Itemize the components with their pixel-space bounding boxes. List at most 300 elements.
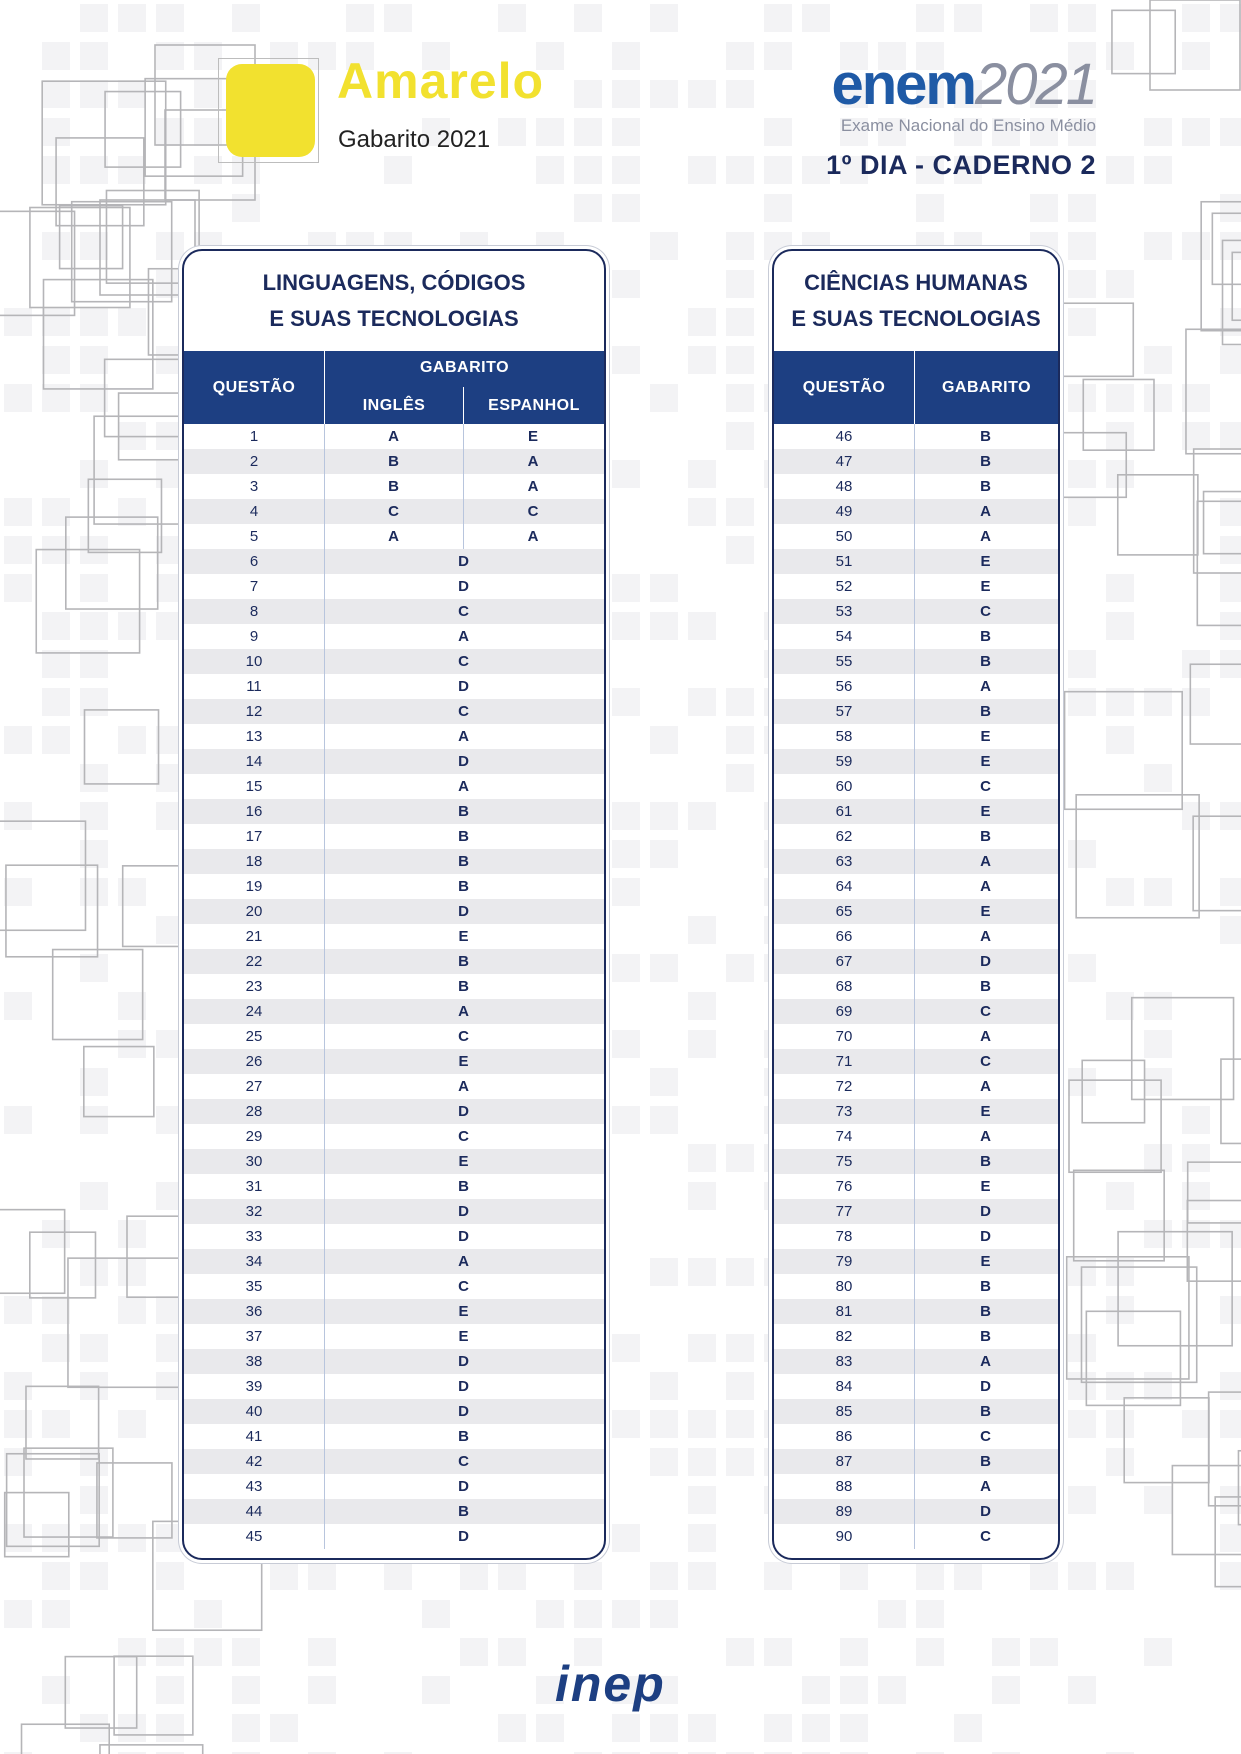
answer-letter: A	[980, 928, 991, 945]
question-number: 32	[245, 1203, 263, 1220]
table-row	[184, 824, 604, 849]
answer-letter: B	[458, 1178, 469, 1195]
table-row	[774, 1274, 1058, 1299]
answer-letter: B	[980, 1453, 991, 1470]
answer-letter: D	[458, 903, 469, 920]
answer-letter: C	[980, 1528, 991, 1545]
answer-letter: A	[980, 678, 991, 695]
answer-letter: B	[980, 703, 991, 720]
question-number: 36	[245, 1303, 263, 1320]
table-row	[184, 599, 604, 624]
answer-letter: B	[458, 803, 469, 820]
answer-letter: C	[458, 1278, 469, 1295]
question-number: 18	[245, 853, 263, 870]
question-number: 69	[835, 1003, 853, 1020]
answer-letter: B	[980, 1328, 991, 1345]
question-number: 5	[249, 528, 259, 545]
question-number: 37	[245, 1328, 263, 1345]
answer-letter: D	[458, 753, 469, 770]
question-number: 65	[835, 903, 853, 920]
question-number: 45	[245, 1528, 263, 1545]
question-number: 4	[249, 503, 259, 520]
answer-letter: B	[458, 878, 469, 895]
question-number: 54	[835, 628, 853, 645]
question-number: 80	[835, 1278, 853, 1295]
answer-espanhol: A	[527, 528, 539, 545]
table-row	[774, 449, 1058, 474]
question-number: 21	[245, 928, 263, 945]
answer-ingles: A	[388, 528, 399, 545]
question-number: 19	[245, 878, 263, 895]
question-number: 23	[245, 978, 263, 995]
question-number: 10	[245, 653, 263, 670]
answer-letter: E	[458, 1153, 469, 1170]
answer-letter: B	[458, 953, 469, 970]
linguagens-title-line1: LINGUAGENS, CÓDIGOS	[262, 270, 526, 295]
answer-letter: D	[980, 1228, 991, 1245]
answer-letter: A	[458, 628, 469, 645]
enem-logo	[831, 52, 1096, 136]
answer-letter: D	[980, 1203, 991, 1220]
table-row	[184, 1199, 604, 1224]
answer-letter: A	[980, 1353, 991, 1370]
question-number: 59	[835, 753, 853, 770]
answer-letter: C	[458, 603, 469, 620]
question-number: 40	[245, 1403, 263, 1420]
question-number: 22	[245, 953, 263, 970]
answer-letter: A	[980, 1078, 991, 1095]
table-row	[774, 1399, 1058, 1424]
question-number: 86	[835, 1428, 853, 1445]
answer-letter: D	[458, 1528, 469, 1545]
table-row	[184, 1149, 604, 1174]
answer-letter: B	[980, 453, 991, 470]
answer-letter: E	[980, 1253, 991, 1270]
answer-letter: A	[458, 728, 469, 745]
col-espanhol-header: ESPANHOL	[488, 396, 580, 414]
question-number: 78	[835, 1228, 853, 1245]
table-row	[184, 1524, 604, 1549]
answer-letter: A	[980, 1128, 991, 1145]
inep-logo: inep	[555, 1656, 666, 1712]
question-number: 46	[835, 428, 853, 445]
table-row	[184, 1474, 604, 1499]
answer-letter: D	[458, 553, 469, 570]
question-number: 81	[835, 1303, 853, 1320]
answer-letter: B	[980, 1278, 991, 1295]
question-number: 56	[835, 678, 853, 695]
question-number: 13	[245, 728, 263, 745]
question-number: 7	[249, 578, 259, 595]
question-number: 33	[245, 1228, 263, 1245]
question-number: 52	[835, 578, 853, 595]
answer-letter: C	[458, 1453, 469, 1470]
answer-letter: C	[458, 1128, 469, 1145]
table-row	[774, 599, 1058, 624]
answer-letter: E	[980, 1103, 991, 1120]
question-number: 34	[245, 1253, 263, 1270]
table-row	[184, 899, 604, 924]
answer-letter: D	[458, 1353, 469, 1370]
answer-letter: C	[458, 653, 469, 670]
question-number: 90	[835, 1528, 853, 1545]
table-row	[184, 1074, 604, 1099]
question-number: 47	[835, 453, 853, 470]
question-number: 8	[249, 603, 259, 620]
answer-letter: B	[980, 1153, 991, 1170]
enem-logo-year: 2021	[974, 52, 1096, 117]
table-row	[184, 649, 604, 674]
table-row	[184, 1399, 604, 1424]
table-row	[774, 874, 1058, 899]
question-number: 41	[245, 1428, 263, 1445]
question-number: 84	[835, 1378, 853, 1395]
question-number: 44	[245, 1503, 263, 1520]
table-row	[774, 724, 1058, 749]
yellow-color-swatch	[226, 64, 315, 157]
table-row	[774, 649, 1058, 674]
table-row	[774, 1374, 1058, 1399]
table-row	[774, 1449, 1058, 1474]
table-row	[184, 799, 604, 824]
table-row	[184, 1124, 604, 1149]
answer-letter: B	[980, 628, 991, 645]
answer-letter: D	[458, 1228, 469, 1245]
answer-letter: E	[458, 1328, 469, 1345]
question-number: 74	[835, 1128, 853, 1145]
answer-ingles: C	[388, 503, 399, 520]
table-row	[774, 1299, 1058, 1324]
question-number: 42	[245, 1453, 263, 1470]
table-row	[774, 799, 1058, 824]
linguagens-rows	[184, 424, 604, 1549]
table-row	[774, 1074, 1058, 1099]
question-number: 63	[835, 853, 853, 870]
question-number: 87	[835, 1453, 853, 1470]
question-number: 3	[249, 478, 259, 495]
answer-letter: D	[458, 678, 469, 695]
table-row	[774, 1124, 1058, 1149]
question-number: 50	[835, 528, 853, 545]
table-row	[774, 974, 1058, 999]
table-row	[774, 1099, 1058, 1124]
table-row	[184, 874, 604, 899]
table-row	[774, 499, 1058, 524]
table-row	[184, 1274, 604, 1299]
table-row	[184, 749, 604, 774]
answer-letter: A	[980, 528, 991, 545]
answer-letter: B	[980, 828, 991, 845]
answer-letter: A	[980, 1478, 991, 1495]
answer-letter: E	[980, 753, 991, 770]
table-row	[774, 899, 1058, 924]
answer-letter: E	[458, 1053, 469, 1070]
answer-espanhol: E	[527, 428, 538, 445]
column-separator	[324, 424, 325, 1549]
answer-letter: C	[980, 778, 991, 795]
question-number: 71	[835, 1053, 853, 1070]
answer-ingles: B	[388, 478, 399, 495]
answer-letter: B	[458, 978, 469, 995]
question-number: 79	[835, 1253, 853, 1270]
question-number: 53	[835, 603, 853, 620]
question-number: 20	[245, 903, 263, 920]
table-row	[184, 999, 604, 1024]
table-row	[184, 1174, 604, 1199]
table-row	[774, 624, 1058, 649]
question-number: 16	[245, 803, 263, 820]
table-row	[774, 1249, 1058, 1274]
table-row	[184, 724, 604, 749]
column-separator	[463, 424, 464, 549]
answer-letter: D	[458, 1478, 469, 1495]
table-row	[774, 1424, 1058, 1449]
question-number: 28	[245, 1103, 263, 1120]
table-row	[184, 1024, 604, 1049]
answer-letter: B	[980, 1403, 991, 1420]
table-row	[774, 1524, 1058, 1549]
question-number: 11	[246, 678, 262, 695]
answer-letter: E	[980, 803, 991, 820]
table-row	[184, 1324, 604, 1349]
enem-logo-text: enem	[831, 52, 975, 117]
table-row	[774, 474, 1058, 499]
answer-letter: A	[980, 853, 991, 870]
table-row	[774, 1199, 1058, 1224]
answer-letter: B	[980, 428, 991, 445]
question-number: 64	[835, 878, 853, 895]
table-row	[774, 1474, 1058, 1499]
table-row	[774, 849, 1058, 874]
question-number: 72	[835, 1078, 853, 1095]
question-number: 51	[835, 553, 853, 570]
question-number: 25	[245, 1028, 263, 1045]
question-number: 15	[245, 778, 263, 795]
answer-letter: B	[980, 978, 991, 995]
answer-letter: D	[458, 1103, 469, 1120]
answer-letter: A	[458, 1003, 469, 1020]
question-number: 76	[835, 1178, 853, 1195]
ciencias-humanas-title	[774, 251, 1058, 351]
table-row	[184, 499, 604, 524]
answer-letter: B	[980, 478, 991, 495]
table-row	[184, 1249, 604, 1274]
table-row	[184, 1499, 604, 1524]
question-number: 58	[835, 728, 853, 745]
table-row	[184, 1449, 604, 1474]
table-row	[774, 749, 1058, 774]
table-row	[184, 1424, 604, 1449]
table-row	[184, 574, 604, 599]
answer-letter: B	[458, 853, 469, 870]
answer-letter: B	[980, 653, 991, 670]
table-row	[184, 774, 604, 799]
question-number: 66	[835, 928, 853, 945]
answer-letter: D	[980, 1503, 991, 1520]
answer-letter: D	[458, 1378, 469, 1395]
table-row	[774, 1049, 1058, 1074]
table-row	[184, 924, 604, 949]
ciencias-humanas-rows	[774, 424, 1058, 1549]
question-number: 67	[835, 953, 853, 970]
answer-letter: C	[980, 1003, 991, 1020]
table-row	[774, 924, 1058, 949]
answer-letter: D	[980, 1378, 991, 1395]
answer-letter: C	[980, 1428, 991, 1445]
exam-color-name: Amarelo	[337, 53, 545, 109]
table-row	[774, 824, 1058, 849]
table-row	[774, 774, 1058, 799]
table-row	[774, 1224, 1058, 1249]
answer-letter: E	[458, 1303, 469, 1320]
answer-letter: A	[980, 878, 991, 895]
question-number: 89	[835, 1503, 853, 1520]
answer-letter: C	[458, 1028, 469, 1045]
question-number: 39	[245, 1378, 263, 1395]
column-separator	[914, 424, 915, 1549]
ciencias-humanas-title-line2: E SUAS TECNOLOGIAS	[791, 306, 1041, 331]
answer-letter: B	[458, 1428, 469, 1445]
question-number: 12	[245, 703, 263, 720]
answer-letter: E	[980, 1178, 991, 1195]
question-number: 68	[835, 978, 853, 995]
answer-letter: E	[458, 928, 469, 945]
table-row	[774, 949, 1058, 974]
table-row	[774, 1024, 1058, 1049]
col-ingles-header: INGLÊS	[362, 396, 426, 414]
answer-letter: C	[458, 703, 469, 720]
col-questao-header: QUESTÃO	[802, 378, 886, 396]
question-number: 60	[835, 778, 853, 795]
question-number: 14	[245, 753, 263, 770]
table-row	[184, 1049, 604, 1074]
ciencias-humanas-title-line1: CIÊNCIAS HUMANAS	[804, 270, 1028, 295]
answer-letter: E	[980, 553, 991, 570]
question-number: 38	[245, 1353, 263, 1370]
table-row	[774, 1324, 1058, 1349]
answer-letter: A	[458, 1253, 469, 1270]
answer-letter: B	[458, 1503, 469, 1520]
table-row	[774, 1174, 1058, 1199]
question-number: 85	[835, 1403, 853, 1420]
table-row	[774, 574, 1058, 599]
question-number: 57	[835, 703, 853, 720]
answer-letter: D	[458, 1403, 469, 1420]
table-row	[184, 674, 604, 699]
answer-espanhol: A	[527, 453, 539, 470]
question-number: 9	[249, 628, 259, 645]
table-row	[184, 1349, 604, 1374]
question-number: 26	[245, 1053, 263, 1070]
answer-espanhol: C	[527, 503, 539, 520]
answer-letter: A	[980, 503, 991, 520]
answer-letter: B	[458, 828, 469, 845]
question-number: 70	[835, 1028, 853, 1045]
question-number: 43	[245, 1478, 263, 1495]
gabarito-year: Gabarito 2021	[338, 126, 491, 153]
table-row	[184, 1374, 604, 1399]
question-number: 73	[835, 1103, 853, 1120]
table-row	[774, 424, 1058, 449]
question-number: 83	[835, 1353, 853, 1370]
answer-letter: E	[980, 903, 991, 920]
table-row	[184, 549, 604, 574]
enem-logo-subtitle: Exame Nacional do Ensino Médio	[840, 116, 1096, 135]
linguagens-title-line2: E SUAS TECNOLOGIAS	[269, 306, 519, 331]
answer-letter: A	[980, 1028, 991, 1045]
table-row	[774, 524, 1058, 549]
table-row	[774, 1149, 1058, 1174]
answer-letter: D	[458, 578, 469, 595]
table-row	[184, 424, 604, 449]
question-number: 62	[835, 828, 853, 845]
table-row	[184, 449, 604, 474]
table-row	[774, 1499, 1058, 1524]
table-row	[774, 674, 1058, 699]
question-number: 6	[249, 553, 259, 570]
col-questao-header: QUESTÃO	[212, 378, 296, 396]
answer-letter: B	[980, 1303, 991, 1320]
table-row	[184, 849, 604, 874]
question-number: 35	[245, 1278, 263, 1295]
question-number: 17	[245, 828, 263, 845]
table-row	[184, 974, 604, 999]
question-number: 77	[835, 1203, 853, 1220]
question-number: 2	[249, 453, 259, 470]
table-row	[184, 1299, 604, 1324]
linguagens-table-header	[184, 351, 604, 424]
answer-ingles: B	[388, 453, 399, 470]
question-number: 29	[245, 1128, 263, 1145]
answer-letter: A	[458, 778, 469, 795]
table-row	[184, 699, 604, 724]
col-gabarito-header: GABARITO	[941, 378, 1032, 396]
question-number: 82	[835, 1328, 853, 1345]
question-number: 1	[249, 428, 259, 445]
ciencias-humanas-table-header	[774, 351, 1058, 424]
question-number: 88	[835, 1478, 853, 1495]
question-number: 55	[835, 653, 853, 670]
answer-letter: D	[980, 953, 991, 970]
table-row	[774, 999, 1058, 1024]
table-row	[774, 549, 1058, 574]
caderno-title: 1º DIA - CADERNO 2	[826, 150, 1096, 180]
table-row	[184, 1224, 604, 1249]
answer-letter: A	[458, 1078, 469, 1095]
question-number: 48	[835, 478, 853, 495]
question-number: 31	[245, 1178, 263, 1195]
table-row	[774, 699, 1058, 724]
linguagens-answer-panel	[182, 249, 606, 1560]
table-row	[184, 1099, 604, 1124]
question-number: 61	[835, 803, 853, 820]
question-number: 49	[835, 503, 853, 520]
col-gabarito-header: GABARITO	[419, 359, 510, 376]
ciencias-humanas-answer-panel	[772, 249, 1060, 1560]
answer-ingles: A	[388, 428, 399, 445]
answer-espanhol: A	[527, 478, 539, 495]
table-row	[184, 949, 604, 974]
question-number: 24	[245, 1003, 263, 1020]
table-row	[774, 1349, 1058, 1374]
answer-letter: C	[980, 1053, 991, 1070]
answer-letter: D	[458, 1203, 469, 1220]
answer-letter: C	[980, 603, 991, 620]
linguagens-title	[184, 251, 604, 351]
answer-letter: E	[980, 728, 991, 745]
answer-letter: E	[980, 578, 991, 595]
table-row	[184, 624, 604, 649]
